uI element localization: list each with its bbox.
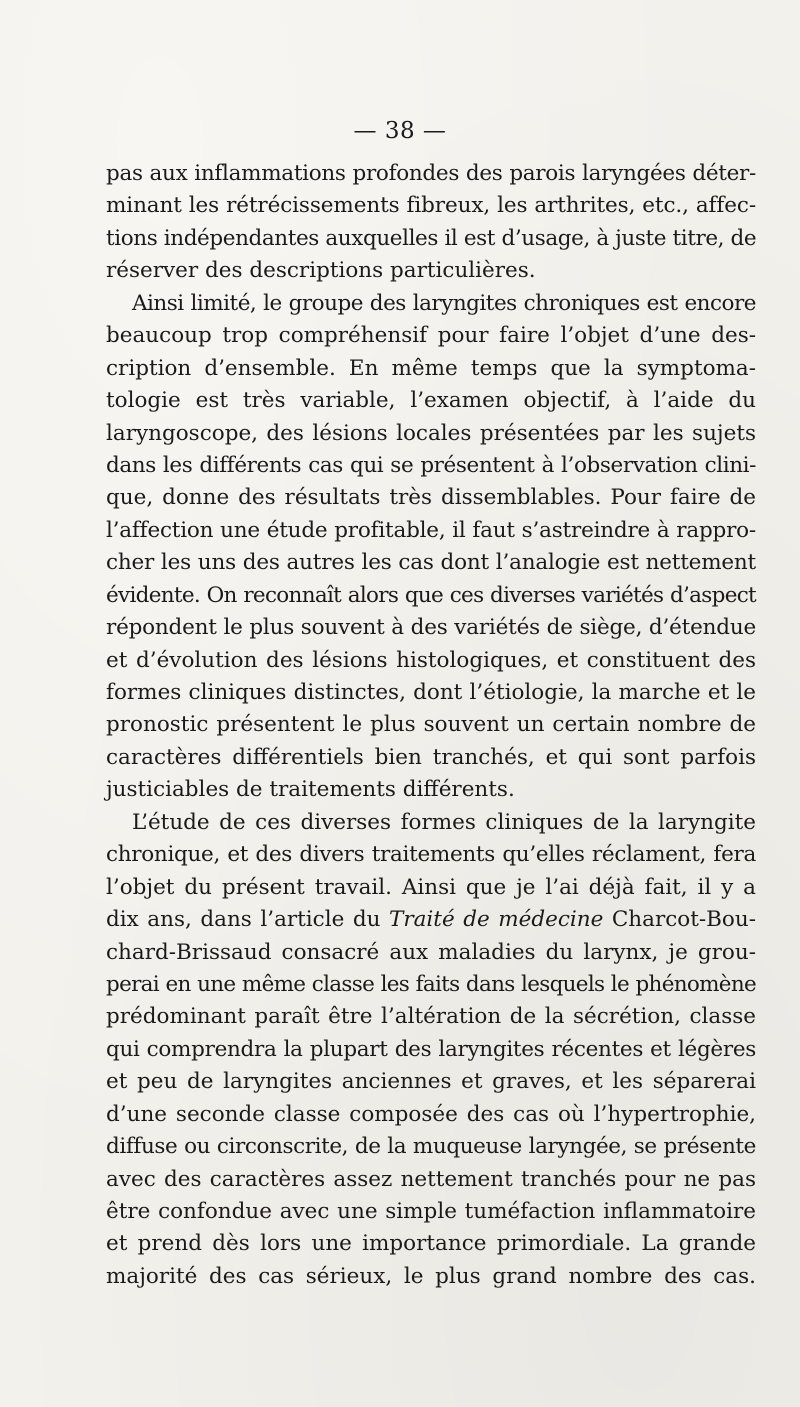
- text-line: et d’évolution des lésions histologiques, et constituent des: [106, 647, 756, 673]
- text-line: dans les différents cas qui se présentent à l’observation clini-: [106, 452, 756, 478]
- text-line: prédominant paraît être l’altération de la sécrétion, classe: [106, 1004, 756, 1030]
- paragraph-3: [106, 807, 756, 1294]
- text-line: tologie est très variable, l’examen objectif, à l’aide du: [106, 388, 756, 414]
- text-line: évidente. On reconnaît alors que ces diverses variétés d’aspect: [106, 582, 756, 608]
- text-line: pas aux inflammations profondes des parois laryngées déter-: [106, 161, 756, 186]
- text-segment: dix ans, dans l’article du: [106, 907, 389, 933]
- text-line: diffuse ou circonscrite, de la muqueuse laryngée, se présente: [106, 1134, 756, 1160]
- text-line: Ainsi limité, le groupe des laryngites chroniques est encore: [132, 290, 756, 316]
- page-number: — 38 —: [353, 118, 447, 144]
- text-line: l’objet du présent travail. Ainsi que je l’ai déjà fait, il y a: [106, 874, 756, 900]
- text-line: réserver des descriptions particulières.: [106, 258, 536, 284]
- text-line: caractères différentiels bien tranchés, et qui sont parfois: [106, 744, 756, 770]
- text-line: l’affection une étude profitable, il faut s’astreindre à rappro-: [106, 517, 756, 543]
- text-line: d’une seconde classe composée des cas où l’hypertrophie,: [106, 1101, 756, 1127]
- text-segment: Charcot-Bou-: [603, 907, 756, 933]
- text-line: et prend dès lors une importance primordiale. La grande: [106, 1231, 756, 1257]
- paragraph-2: [106, 288, 756, 807]
- text-line: qui comprendra la plupart des laryngites récentes et légères: [106, 1036, 756, 1062]
- text-line: minant les rétrécissements fibreux, les arthrites, etc., affec-: [106, 193, 756, 219]
- text-line: perai en une même classe les faits dans lesquels le phénomène: [106, 971, 756, 997]
- text-line: L’étude de ces diverses formes cliniques de la laryngite: [132, 809, 756, 835]
- text-line: beaucoup trop compréhensif pour faire l’objet d’une des-: [106, 323, 756, 349]
- text-line: formes cliniques distinctes, dont l’étiologie, la marche et le: [106, 680, 756, 705]
- paragraph-1: [106, 158, 756, 288]
- text-line: avec des caractères assez nettement tranchés pour ne pas: [106, 1166, 756, 1192]
- text-line: cription d’ensemble. En même temps que la symptoma-: [106, 355, 756, 381]
- text-line: tions indépendantes auxquelles il est d’usage, à juste titre, de: [106, 225, 757, 251]
- text-line: et peu de laryngites anciennes et graves, et les séparerai: [106, 1069, 756, 1095]
- text-line: justiciables de traitements différents.: [106, 777, 515, 803]
- text-line: chronique, et des divers traitements qu’elles réclament, fera: [106, 842, 756, 868]
- text-line: être confondue avec une simple tuméfaction inflammatoire: [106, 1199, 756, 1224]
- text-line: chard-Brissaud consacré aux maladies du larynx, je grou-: [106, 939, 756, 965]
- text-line-with-title: [106, 904, 756, 936]
- text-line: laryngoscope, des lésions locales présentées par les sujets: [106, 420, 756, 446]
- work-title: Traité de médecine: [389, 907, 604, 933]
- body-text: [106, 158, 756, 1293]
- text-line: pronostic présentent le plus souvent un certain nombre de: [106, 712, 756, 738]
- text-line: cher les uns des autres les cas dont l’analogie est nettement: [106, 550, 756, 576]
- text-line: répondent le plus souvent à des variétés de siège, d’étendue: [106, 615, 756, 641]
- text-line: que, donne des résultats très dissemblables. Pour faire de: [106, 485, 756, 511]
- text-line: majorité des cas sérieux, le plus grand nombre des cas.: [106, 1263, 756, 1289]
